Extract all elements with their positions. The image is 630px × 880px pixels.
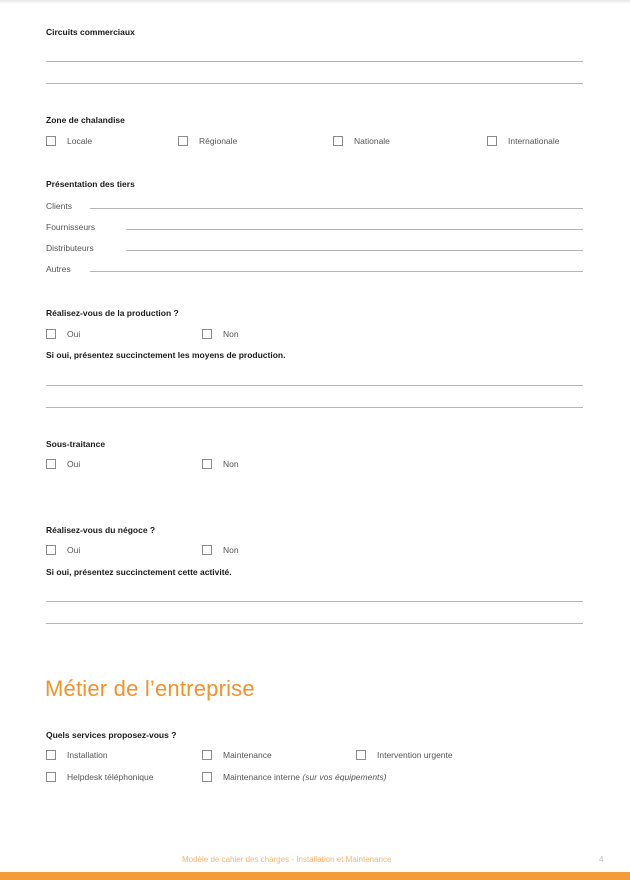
checkbox[interactable] [46,750,56,760]
production-non-label: Non [223,329,239,339]
checkbox[interactable] [487,136,497,146]
service-maintenance-label: Maintenance [223,750,272,760]
service-helpdesk-label: Helpdesk téléphonique [67,772,154,782]
soustraitance-heading: Sous-traitance [46,439,106,449]
tiers-label-autres: Autres [46,264,71,274]
checkbox[interactable] [46,136,56,146]
page-number: 4 [599,855,604,864]
negoce-non[interactable] [202,545,239,555]
production-line-2[interactable] [46,407,583,408]
zone-heading: Zone de chalandise [46,115,125,125]
zone-option-regionale[interactable] [178,136,237,146]
negoce-line-2[interactable] [46,623,583,624]
tiers-heading: Présentation des tiers [46,179,135,189]
checkbox[interactable] [202,750,212,760]
checkbox[interactable] [356,750,366,760]
service-helpdesk[interactable] [46,772,153,782]
production-non[interactable] [202,329,239,339]
footer-text: Modèle de cahier des charges - Installation et Maintenance [182,855,392,864]
checkbox[interactable] [333,136,343,146]
negoce-heading: Réalisez-vous du négoce ? [46,525,156,535]
checkbox[interactable] [202,772,212,782]
tiers-input-clients[interactable] [90,208,583,209]
tiers-input-autres[interactable] [90,271,583,272]
services-heading: Quels services proposez-vous ? [46,730,177,740]
soustraitance-non-label: Non [223,459,239,469]
zone-option-internationale[interactable] [487,136,560,146]
negoce-oui-label: Oui [67,545,81,555]
negoce-oui[interactable] [46,545,80,555]
checkbox[interactable] [46,329,56,339]
service-installation-label: Installation [67,750,108,760]
service-intervention[interactable] [356,750,453,760]
footer-bar [0,872,630,880]
zone-option-label: Locale [67,136,93,146]
checkbox[interactable] [202,329,212,339]
service-maintenance-interne-label [223,772,387,782]
circuits-heading: Circuits commerciaux [46,27,135,37]
zone-option-label: Nationale [354,136,390,146]
section-title: Métier de l’entreprise [45,676,255,701]
production-oui[interactable] [46,329,80,339]
soustraitance-non[interactable] [202,459,239,469]
circuits-line-2[interactable] [46,83,583,84]
tiers-input-fournisseurs[interactable] [126,229,583,230]
zone-option-nationale[interactable] [333,136,390,146]
soustraitance-oui-label: Oui [67,459,81,469]
zone-option-label: Régionale [199,136,238,146]
service-maintenance[interactable] [202,750,272,760]
negoce-followup: Si oui, présentez succinctement cette activité. [46,567,232,577]
service-maintenance-interne[interactable] [202,772,387,782]
checkbox[interactable] [46,772,56,782]
checkbox[interactable] [202,459,212,469]
tiers-label-fournisseurs: Fournisseurs [46,222,96,232]
zone-option-locale[interactable] [46,136,92,146]
service-maintenance-interne-note: (sur vos équipements) [302,772,387,782]
checkbox[interactable] [178,136,188,146]
negoce-line-1[interactable] [46,601,583,602]
checkbox[interactable] [46,545,56,555]
service-maintenance-interne-text: Maintenance interne [223,772,301,782]
tiers-label-clients: Clients [46,201,72,211]
zone-option-label: Internationale [508,136,560,146]
checkbox[interactable] [46,459,56,469]
circuits-line-1[interactable] [46,61,583,62]
production-heading: Réalisez-vous de la production ? [46,308,179,318]
service-intervention-label: Intervention urgente [377,750,453,760]
production-oui-label: Oui [67,329,81,339]
tiers-input-distributeurs[interactable] [126,250,583,251]
tiers-label-distributeurs: Distributeurs [46,243,94,253]
production-line-1[interactable] [46,385,583,386]
page-top-shadow [0,0,630,4]
negoce-non-label: Non [223,545,239,555]
soustraitance-oui[interactable] [46,459,80,469]
checkbox[interactable] [202,545,212,555]
service-installation[interactable] [46,750,108,760]
production-followup: Si oui, présentez succinctement les moyens de production. [46,350,286,360]
